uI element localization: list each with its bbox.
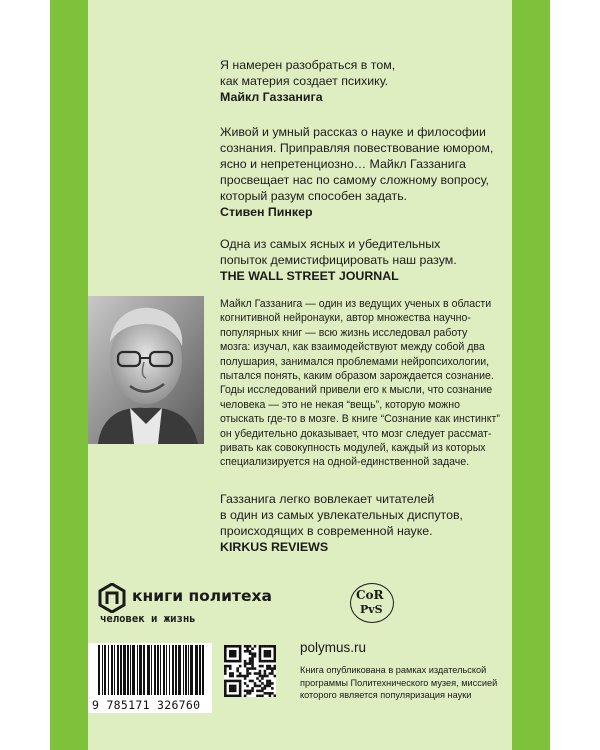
bio-line: специализируется на одной-единственной задаче. xyxy=(220,456,470,469)
note-line: Книга опубликована в рамках издательской xyxy=(300,665,487,675)
quote-1-author: Майкл Газзанига xyxy=(220,90,323,104)
quote-4 xyxy=(220,491,520,555)
polytech-hexagon-icon xyxy=(98,583,126,613)
bio-line: пытался понять, каким образом зарождается сознание. xyxy=(220,370,494,383)
quote-3-line: Одна из самых ясных и убедительных xyxy=(220,237,441,251)
quote-3 xyxy=(220,236,520,284)
quote-2 xyxy=(220,124,520,220)
quote-1-line: как материя создает психику. xyxy=(220,74,389,88)
quote-4-line: происходящих в современной науке. xyxy=(220,524,433,538)
quote-1 xyxy=(220,57,520,105)
qr-code xyxy=(224,645,276,697)
quote-2-line: который разум способен задать. xyxy=(220,189,408,203)
quote-4-line: Газзанига легко вовлекает читателей xyxy=(220,492,435,506)
quote-3-author: THE WALL STREET JOURNAL xyxy=(220,269,399,283)
quote-2-line: ясно и непретенциозно… Майкл Газзанига xyxy=(220,157,466,171)
bio-line: Майкл Газзанига — один из ведущих ученых в области xyxy=(220,298,492,310)
note-line: которого является популяризация науки xyxy=(300,690,472,700)
publication-note xyxy=(300,664,510,702)
bio-line: Годы исследований привели его к мысли, что сознание xyxy=(220,384,493,397)
bio-line: мозга: изучал, как взаимодействуют между собой два xyxy=(220,341,485,354)
corpus-logo-line1: CoR xyxy=(356,588,384,602)
corpus-logo-line2: PvS xyxy=(360,603,383,616)
quote-4-author: KIRKUS REVIEWS xyxy=(220,540,329,554)
bio-line: человека — это не некая “вещь”, которую можно xyxy=(220,398,460,411)
note-line: программы Политехнического музея, миссией xyxy=(300,677,498,688)
barcode-bars xyxy=(88,643,212,699)
quote-2-author: Стивен Пинкер xyxy=(220,205,313,219)
isbn-number: 9 785171 326760 xyxy=(92,698,201,712)
author-photo xyxy=(88,296,204,444)
bio-line: ривать как совокупность модулей, каждый из которых xyxy=(220,442,486,455)
corpus-logo xyxy=(350,583,394,623)
bio-line: он убедительно доказывает, что мозг следует рассмат- xyxy=(220,427,492,440)
quote-1-line: Я намерен разобраться в том, xyxy=(220,58,396,72)
bio-line: полушария, занимался проблемами нейропсихологии, xyxy=(220,355,490,368)
quote-2-line: Живой и умный рассказ о науке и философии xyxy=(220,125,486,139)
quote-3-line: попыток демистифицировать наш разум. xyxy=(220,253,457,267)
website-link[interactable]: polymus.ru xyxy=(300,640,367,655)
quote-4-line: в один из самых увлекательных диспутов, xyxy=(220,508,463,522)
quote-2-line: просвещает нас по самому сложному вопросу, xyxy=(220,173,489,187)
publisher-tagline: человек и жизнь xyxy=(100,613,196,625)
author-bio xyxy=(220,297,520,470)
publisher-name: книги политеха xyxy=(132,587,272,605)
bio-line: когнитивной нейронауки, автор множества научно- xyxy=(220,312,471,325)
isbn-barcode xyxy=(88,643,212,713)
qr-code-icon xyxy=(224,645,276,697)
bio-line: отыскать где-то в мозге. В книге “Сознание как инстинкт” xyxy=(220,413,500,426)
bio-line: популярных книг — всю жизнь исследовал работу xyxy=(220,326,468,339)
quote-2-line: сознания. Приправляя повествование юмором, xyxy=(220,141,494,155)
